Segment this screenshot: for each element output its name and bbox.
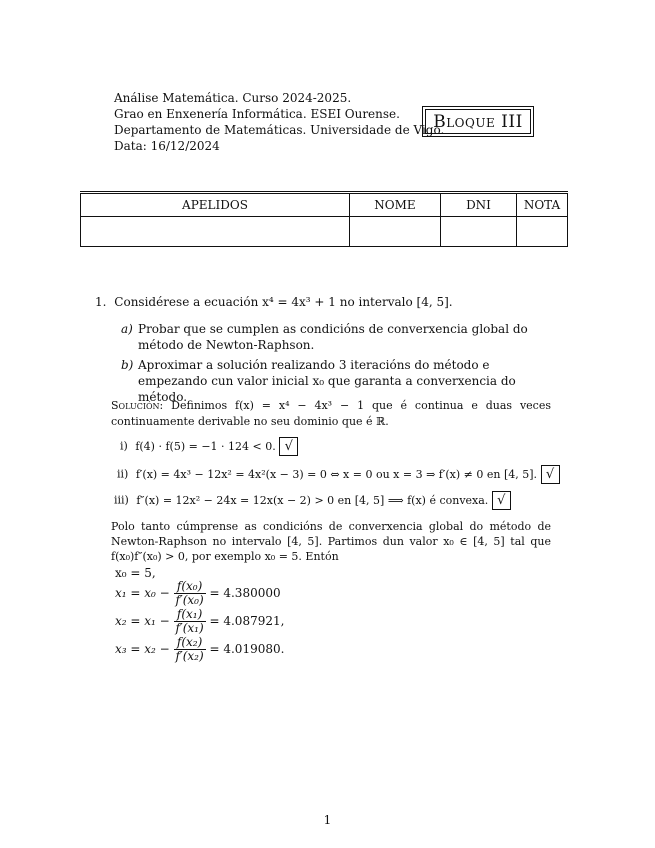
cell-nota[interactable]	[517, 217, 568, 247]
table-input-row	[81, 217, 568, 247]
header-info	[114, 90, 444, 154]
part-a-label: a)	[121, 322, 133, 336]
cell-dni[interactable]	[441, 217, 517, 247]
part-a	[121, 321, 551, 353]
table-header-row	[81, 193, 568, 217]
fraction-x2	[174, 608, 206, 635]
cell-apelidos[interactable]	[81, 217, 350, 247]
fraction-x1-numerator: f(x₀)	[174, 580, 206, 594]
student-info-table	[80, 191, 568, 247]
header-line-course: Análise Matemática. Curso 2024-2025.	[114, 91, 352, 105]
header-dni: DNI	[441, 193, 517, 217]
fraction-x3-denominator: f′(x₂)	[175, 649, 204, 663]
condition-ii-text: f′(x) = 4x³ − 12x² = 4x²(x − 3) = 0 ⇔ x = 0 ou x = 3 ⇒ f′(x) ≠ 0 en [4, 5].	[135, 467, 538, 481]
iteration-x2-value: = 4.087921,	[209, 614, 285, 628]
iteration-x0: x₀ = 5,	[115, 566, 156, 580]
header-line-department: Departamento de Matemáticas. Universidade de Vigo.	[114, 123, 445, 137]
condition-iii-text: f″(x) = 12x² − 24x = 12x(x − 2) > 0 en [4, 5] ⟹ f(x) é convexa.	[136, 493, 489, 507]
fraction-x3-numerator: f(x₂)	[174, 636, 206, 650]
condition-ii	[117, 465, 560, 484]
condition-ii-label: ii)	[117, 467, 129, 481]
condition-i-label: i)	[120, 439, 128, 453]
condition-iii-label: iii)	[114, 493, 129, 507]
header-apelidos: APELIDOS	[81, 193, 350, 217]
check-icon: √	[541, 465, 560, 484]
iteration-x2	[115, 608, 284, 635]
condition-iii	[114, 491, 511, 510]
problem-number: 1.	[95, 295, 107, 309]
block-title: Bloque III	[425, 109, 531, 134]
header-line-date: Data: 16/12/2024	[114, 139, 220, 153]
part-a-text: Probar que se cumplen as condicións de converxencia global do método de Newton-Raphson.	[138, 322, 528, 352]
block-title-box	[422, 106, 534, 137]
header-line-degree: Grao en Enxenería Informática. ESEI Ourense.	[114, 107, 400, 121]
check-icon: √	[279, 437, 298, 456]
page-number: 1	[323, 813, 332, 827]
condition-i-text: f(4) · f(5) = −1 · 124 < 0.	[135, 439, 276, 453]
iteration-x3-lhs: x₃ = x₂ −	[115, 642, 170, 656]
fraction-x3	[174, 636, 206, 663]
fraction-x2-numerator: f(x₁)	[174, 608, 206, 622]
problem-statement	[95, 294, 453, 310]
iteration-x3	[115, 636, 284, 663]
iteration-x2-lhs: x₂ = x₁ −	[115, 614, 170, 628]
iteration-x1-value: = 4.380000	[209, 586, 281, 600]
problem-text: Considérese a ecuación x⁴ = 4x³ + 1 no intervalo [4, 5].	[114, 295, 453, 309]
header-nota: NOTA	[517, 193, 568, 217]
solution-intro	[111, 398, 551, 430]
conclusion: Polo tanto cúmprense as condicións de converxencia global do método de Newton-Raphson no intervalo [4, 5]. Partimos dun valor x₀ ∈ [4, 5] tal que f(x₀)f″(x₀) > 0, por exemplo x₀ = 5. Entón	[111, 520, 551, 563]
check-icon: √	[492, 491, 511, 510]
iteration-x3-value: = 4.019080.	[209, 642, 285, 656]
fraction-x1-denominator: f′(x₀)	[175, 593, 204, 607]
solution-intro-text: Definimos f(x) = x⁴ − 4x³ − 1 que é continua e duas veces continuamente derivable no seu dominio que é ℝ.	[111, 399, 551, 428]
fraction-x2-denominator: f′(x₁)	[175, 621, 204, 635]
condition-i	[120, 437, 298, 456]
part-b-label: b)	[121, 358, 134, 372]
cell-nome[interactable]	[350, 217, 441, 247]
solution-label: Solución:	[111, 399, 164, 412]
fraction-x1	[174, 580, 206, 607]
header-nome: NOME	[350, 193, 441, 217]
part-b-text: Aproximar a solución realizando 3 iteracións do método e empezando cun valor inicial x₀ que garanta a converxencia do método.	[138, 358, 516, 404]
iteration-x1	[115, 580, 281, 607]
iteration-x1-lhs: x₁ = x₀ −	[115, 586, 170, 600]
